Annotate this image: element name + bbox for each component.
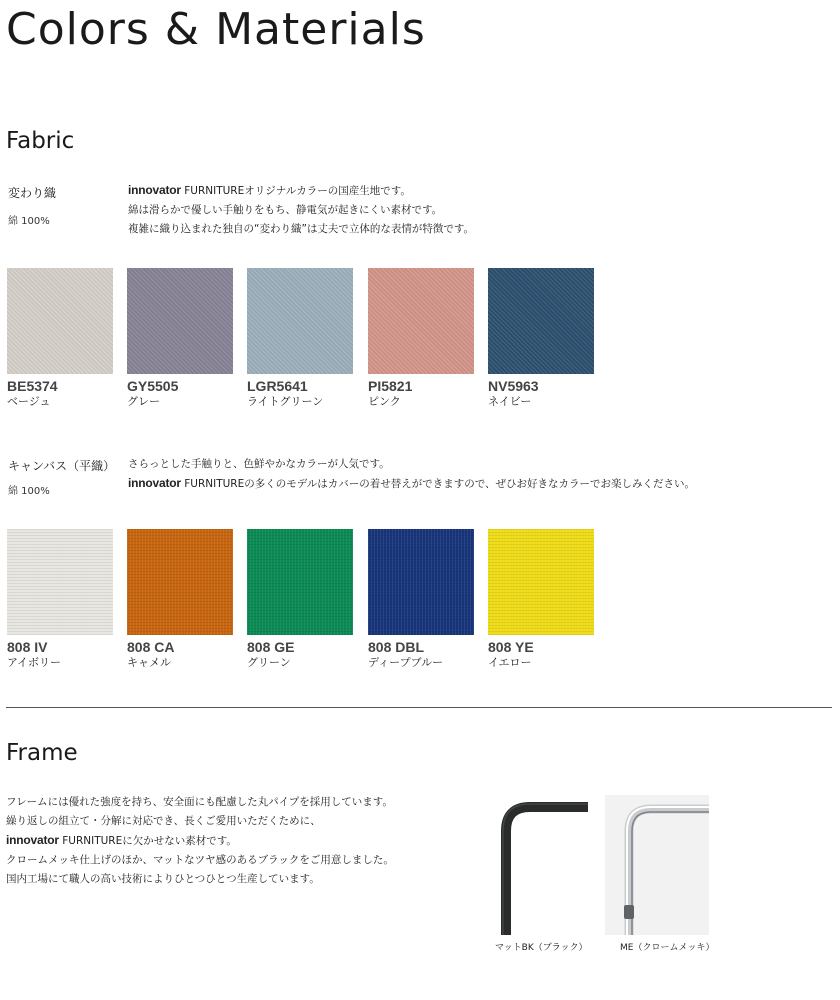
fabric-swatch (247, 529, 353, 671)
swatch-color (247, 268, 353, 374)
fabric-group-description (128, 181, 474, 239)
frame-sample-matte-black (484, 795, 588, 935)
swatch-name: ピンク (368, 395, 401, 408)
fabric-swatch (488, 529, 594, 671)
swatch-code: NV5963 (488, 378, 539, 394)
fabric-swatch (127, 529, 233, 671)
frame-joint (624, 905, 634, 919)
swatch-color (488, 268, 594, 374)
swatch-name: グリーン (247, 656, 291, 669)
frame-photo-background (605, 795, 709, 935)
swatch-code: GY5505 (127, 378, 179, 394)
page-title: Colors & Materials (6, 4, 426, 55)
swatch-name: アイボリー (7, 656, 62, 669)
fabric-swatch (127, 268, 233, 410)
description-line (128, 474, 695, 494)
swatch-row (7, 529, 607, 679)
fabric-swatch (7, 529, 113, 671)
swatch-name: ライトグリーン (247, 395, 324, 408)
description-line: 複雑に織り込まれた独自の“変わり織”は丈夫で立体的な表情が特徴です。 (128, 223, 475, 235)
fabric-swatch (368, 268, 474, 410)
description-line: フレームには優れた強度を持ち、安全面にも配慮した丸パイプを採用しています。 (6, 796, 393, 808)
fabric-group-material: 綿 100% (8, 486, 50, 497)
swatch-name: キャメル (127, 656, 171, 669)
brand-logo: innovator (128, 476, 181, 490)
description-line: 繰り返しの組立て・分解に対応でき、長くご愛用いただくために、 (6, 815, 321, 827)
frame-pipe-highlight (503, 804, 588, 935)
frame-pipe-black (506, 807, 588, 935)
swatch-color (368, 529, 474, 635)
brand-logo: innovator (128, 183, 181, 197)
swatch-code: BE5374 (7, 378, 58, 394)
frame-description (6, 793, 394, 889)
fabric-group-name: 変わり織 (8, 186, 57, 200)
fabric-section-title: Fabric (6, 128, 75, 154)
fabric-swatch (7, 268, 113, 410)
section-divider (6, 707, 832, 708)
swatch-color (368, 268, 474, 374)
frame-caption: マットBK（ブラック） (495, 943, 588, 953)
swatch-color (7, 529, 113, 635)
swatch-name: ネイビー (488, 395, 532, 408)
swatch-color (488, 529, 594, 635)
swatch-name: ベージュ (7, 395, 51, 408)
brand-logo: innovator (6, 833, 59, 847)
frame-pipe-image (484, 795, 588, 935)
description-line (6, 831, 394, 851)
description-line: クロームメッキ仕上げのほか、マットなツヤ感のあるブラックをご用意しました。 (6, 854, 394, 866)
swatch-name: グレー (127, 395, 160, 408)
swatch-name: ディープブルー (368, 656, 444, 669)
description-text: FURNITUREオリジナルカラーの国産生地です。 (184, 185, 411, 197)
swatch-name: イエロー (488, 656, 532, 669)
fabric-group-name: キャンバス（平織） (8, 459, 116, 473)
frame-section-title: Frame (6, 740, 78, 766)
swatch-code: 808 CA (127, 639, 175, 655)
swatch-color (127, 529, 233, 635)
swatch-code: 808 IV (7, 639, 48, 655)
fabric-swatch (488, 268, 594, 410)
fabric-swatch (247, 268, 353, 410)
swatch-code: PI5821 (368, 378, 413, 394)
description-text: FURNITUREに欠かせない素材です。 (62, 835, 237, 847)
swatch-code: 808 YE (488, 639, 534, 655)
swatch-color (127, 268, 233, 374)
fabric-swatch (368, 529, 474, 671)
swatch-color (247, 529, 353, 635)
swatch-code: 808 DBL (368, 639, 425, 655)
fabric-group-description (128, 455, 695, 494)
swatch-row (7, 268, 607, 418)
swatch-code: 808 GE (247, 639, 295, 655)
frame-pipe-image (605, 795, 709, 935)
description-text: FURNITUREの多くのモデルはカバーの着せ替えができますので、ぜひお好きなカラーでお楽しみください。 (184, 478, 695, 490)
description-line (128, 181, 474, 201)
description-line: 国内工場にて職人の高い技術によりひとつひとつ生産しています。 (6, 873, 320, 885)
frame-sample-chrome (605, 795, 709, 935)
description-line: さらっとした手触りと、色鮮やかなカラーが人気です。 (128, 458, 390, 470)
swatch-code: LGR5641 (247, 378, 308, 394)
fabric-group-material: 綿 100% (8, 216, 50, 227)
swatch-color (7, 268, 113, 374)
description-line: 綿は滑らかで優しい手触りをもち、静電気が起きにくい素材です。 (128, 204, 443, 216)
frame-caption: ME（クロームメッキ） (620, 943, 715, 953)
